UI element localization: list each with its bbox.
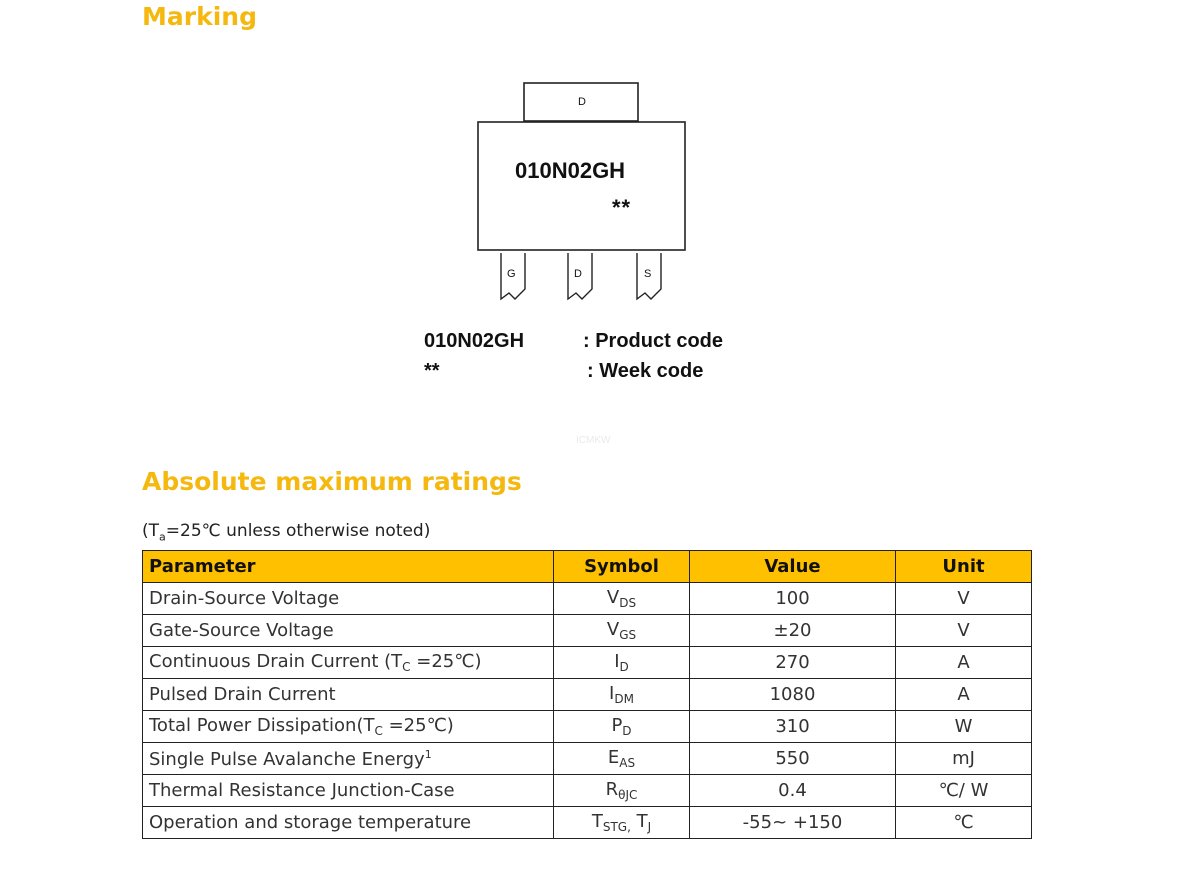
cell-symbol: $V_{DS}$ <box>554 583 690 615</box>
cell-parameter: Pulsed Drain Current <box>143 679 554 711</box>
cell-symbol: $T_{STG,}$ $T_J$ <box>554 807 690 839</box>
package-outline <box>440 75 760 405</box>
cell-symbol: $I_D$ <box>554 647 690 679</box>
cell-parameter: Thermal Resistance Junction-Case <box>143 775 554 807</box>
test-condition-note: ($T_a=25℃$ unless otherwise noted) <box>142 521 431 544</box>
cell-unit: ℃/ W <box>896 775 1032 807</box>
cell-unit: A <box>896 679 1032 711</box>
cell-symbol: $P_D$ <box>554 711 690 743</box>
package-week-code: ** <box>612 195 632 220</box>
table-header-row <box>143 551 1032 583</box>
legend-product-code-key: 010N02GH <box>424 330 525 352</box>
pin-source-label: S <box>644 268 652 280</box>
legend-week-code-key: ** <box>424 360 440 382</box>
package-product-code: 010N02GH <box>515 158 626 183</box>
cell-value: 270 <box>690 647 896 679</box>
header-parameter: Parameter <box>143 551 554 583</box>
legend-product-code-desc: : Product code <box>583 330 724 352</box>
cell-unit: mJ <box>896 743 1032 775</box>
ratings-heading: Absolute maximum ratings <box>142 467 522 496</box>
cell-parameter: Gate-Source Voltage <box>143 615 554 647</box>
watermark: ICMKW <box>576 435 611 446</box>
table-row <box>143 711 1032 743</box>
cell-parameter: Drain-Source Voltage <box>143 583 554 615</box>
cell-symbol: $E_{AS}$ <box>554 743 690 775</box>
cell-value: 310 <box>690 711 896 743</box>
package-marking-diagram <box>440 75 760 405</box>
pin-drain-label: D <box>574 268 582 280</box>
cell-value: 550 <box>690 743 896 775</box>
cell-parameter: Total Power $Dissipation(T_C$ =25℃) <box>143 711 554 743</box>
table-row <box>143 743 1032 775</box>
cell-value: 1080 <box>690 679 896 711</box>
table-row <box>143 679 1032 711</box>
ratings-table <box>142 550 1032 839</box>
table-row <box>143 647 1032 679</box>
cell-unit: ℃ <box>896 807 1032 839</box>
header-unit: Unit <box>896 551 1032 583</box>
cell-unit: V <box>896 615 1032 647</box>
table-row <box>143 807 1032 839</box>
cell-unit: V <box>896 583 1032 615</box>
cell-unit: W <box>896 711 1032 743</box>
cell-value: 100 <box>690 583 896 615</box>
cell-unit: A <box>896 647 1032 679</box>
table-row <box>143 583 1032 615</box>
legend-week-code-desc: : Week code <box>587 360 704 382</box>
cell-symbol: $V_{GS}$ <box>554 615 690 647</box>
table-row <box>143 775 1032 807</box>
cell-symbol: $I_{DM}$ <box>554 679 690 711</box>
cell-symbol: $R_{\theta JC}$ <box>554 775 690 807</box>
marking-heading: Marking <box>142 2 257 31</box>
cell-parameter: Single Pulse Avalanche Energy$^1$ <box>143 743 554 775</box>
cell-value: -55~ +150 <box>690 807 896 839</box>
header-value: Value <box>690 551 896 583</box>
cell-value: ±20 <box>690 615 896 647</box>
cell-value: 0.4 <box>690 775 896 807</box>
header-symbol: Symbol <box>554 551 690 583</box>
table-row <box>143 615 1032 647</box>
pin-gate-label: G <box>507 268 516 280</box>
cell-parameter: Continuous Drain Current ($T_C$ =25℃) <box>143 647 554 679</box>
tab-pin-label: D <box>578 96 586 108</box>
cell-parameter: Operation and storage temperature <box>143 807 554 839</box>
